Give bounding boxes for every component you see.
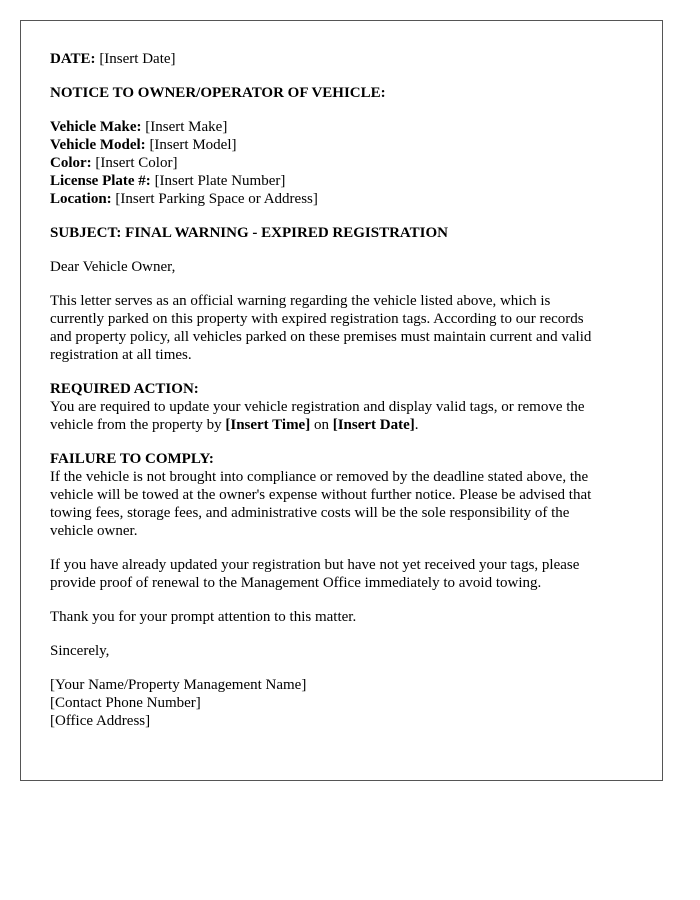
signature-name: [Your Name/Property Management Name]	[50, 677, 307, 693]
vehicle-make-label: Vehicle Make:	[50, 119, 142, 135]
failure-line: If the vehicle is not brought into compliance or removed by the deadline stated above, the	[50, 469, 589, 485]
date-label: DATE:	[50, 51, 96, 67]
intro-line: currently parked on this property with expired registration tags. According to our records	[50, 311, 584, 327]
deadline-date-placeholder: [Insert Date]	[332, 417, 415, 433]
signature-block	[50, 676, 662, 730]
location-line	[50, 190, 662, 208]
deadline-suffix: .	[414, 417, 419, 433]
license-plate-value: [Insert Plate Number]	[154, 173, 286, 189]
license-plate-label: License Plate #:	[50, 173, 151, 189]
subject-text: SUBJECT: FINAL WARNING - EXPIRED REGISTRATION	[50, 225, 448, 241]
date-line	[50, 50, 662, 68]
failure-heading	[50, 450, 662, 468]
vehicle-color-line	[50, 154, 662, 172]
signature-address: [Office Address]	[50, 713, 151, 729]
vehicle-color-value: [Insert Color]	[95, 155, 178, 171]
letter-page	[20, 20, 663, 781]
vehicle-color-label: Color:	[50, 155, 92, 171]
subject-line	[50, 224, 662, 242]
required-action-deadline-line	[50, 416, 662, 434]
intro-line: This letter serves as an official warning regarding the vehicle listed above, which is	[50, 293, 551, 309]
date-value: [Insert Date]	[99, 51, 176, 67]
location-label: Location:	[50, 191, 112, 207]
required-action-line: You are required to update your vehicle registration and display valid tags, or remove the	[50, 399, 585, 415]
deadline-time-placeholder: [Insert Time]	[225, 417, 311, 433]
vehicle-make-value: [Insert Make]	[145, 119, 228, 135]
required-action-section	[50, 380, 662, 434]
deadline-prefix: vehicle from the property by	[50, 417, 226, 433]
signature-phone: [Contact Phone Number]	[50, 695, 201, 711]
renewal-line: If you have already updated your registration but have not yet received your tags, please	[50, 557, 580, 573]
notice-heading	[50, 84, 662, 102]
salutation: Dear Vehicle Owner,	[50, 259, 176, 275]
failure-to-comply-section	[50, 450, 662, 540]
required-action-heading-text: REQUIRED ACTION:	[50, 381, 199, 397]
renewal-paragraph	[50, 556, 662, 592]
intro-line: registration at all times.	[50, 347, 192, 363]
required-action-heading	[50, 380, 662, 398]
location-value: [Insert Parking Space or Address]	[115, 191, 318, 207]
closing-line: Sincerely,	[50, 643, 110, 659]
failure-heading-text: FAILURE TO COMPLY:	[50, 451, 214, 467]
deadline-mid: on	[310, 417, 333, 433]
failure-line: vehicle will be towed at the owner's expense without further notice. Please be advised that	[50, 487, 592, 503]
failure-line: vehicle owner.	[50, 523, 138, 539]
license-plate-line	[50, 172, 662, 190]
renewal-line: provide proof of renewal to the Management Office immediately to avoid towing.	[50, 575, 542, 591]
failure-line: towing fees, storage fees, and administrative costs will be the sole responsibility of the	[50, 505, 570, 521]
intro-paragraph	[50, 292, 662, 364]
thanks-line: Thank you for your prompt attention to this matter.	[50, 609, 357, 625]
notice-heading-text: NOTICE TO OWNER/OPERATOR OF VEHICLE:	[50, 85, 386, 101]
vehicle-model-line	[50, 136, 662, 154]
vehicle-details	[50, 118, 662, 208]
intro-line: and property policy, all vehicles parked on these premises must maintain current and valid	[50, 329, 592, 345]
vehicle-model-value: [Insert Model]	[149, 137, 237, 153]
vehicle-make-line	[50, 118, 662, 136]
vehicle-model-label: Vehicle Model:	[50, 137, 146, 153]
